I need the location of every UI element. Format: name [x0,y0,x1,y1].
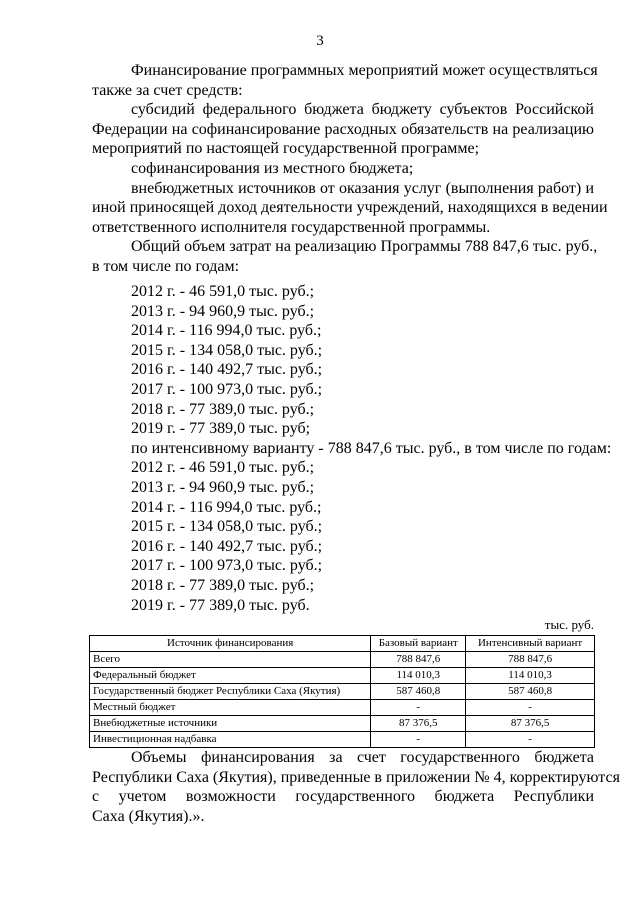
table-cell: 87 376,5 [371,716,466,732]
table-cell: 788 847,6 [371,652,466,668]
paragraph-line: Общий объем затрат на реализацию Программы 788 847,6 тыс. руб., [131,238,598,256]
list-item: 2014 г. - 116 994,0 тыс. руб.; [131,498,322,516]
paragraph-line: Объемы финансирования за счет государственного бюджета [131,749,594,766]
list-item: 2015 г. - 134 058,0 тыс. руб.; [131,341,323,359]
table-row [90,716,595,732]
paragraph-line: ответственного исполнителя государственной программы. [92,218,491,236]
table-cell: Государственный бюджет Республики Саха (Якутия) [90,684,371,700]
paragraph-line: в том числе по годам: [92,257,240,275]
table-row [90,668,595,684]
table-cell: Федеральный бюджет [90,668,371,684]
table-cell: - [466,700,595,716]
list-item: 2019 г. - 77 389,0 тыс. руб. [131,596,310,614]
outro-text [92,748,620,826]
column-header: Источник финансирования [90,636,371,652]
table-cell: Всего [90,652,371,668]
list-item: 2013 г. - 94 960,9 тыс. руб.; [131,302,315,320]
paragraph-line: субсидий федерального бюджета бюджету субъектов Российской [131,101,594,119]
base-years-list [92,282,612,615]
column-header: Интенсивный вариант [466,636,595,652]
paragraph-line: внебюджетных источников от оказания услуг (выполнения работ) и [131,179,594,197]
table-cell: 587 460,8 [371,684,466,700]
table-row [90,732,595,748]
financing-table [89,635,595,748]
paragraph-line: с учетом возможности государственного бюджета Республики [92,788,594,806]
table-cell: 114 010,3 [371,668,466,684]
paragraph-line: Финансирование программных мероприятий может осуществляться [131,62,598,79]
list-item: 2012 г. - 46 591,0 тыс. руб.; [131,283,315,300]
table-cell: - [466,732,595,748]
intro-text [92,61,608,277]
intensive-intro: по интенсивному варианту - 788 847,6 тыс. руб., в том числе по годам: [131,439,612,457]
paragraph-line: мероприятий по настоящей государственной программе; [92,140,480,158]
list-item: 2016 г. - 140 492,7 тыс. руб.; [131,361,323,379]
table-row [90,684,595,700]
table-row [90,652,595,668]
list-item: 2014 г. - 116 994,0 тыс. руб.; [131,322,322,340]
table-header-row [90,636,595,652]
list-item: 2018 г. - 77 389,0 тыс. руб.; [131,576,315,594]
paragraph-line: Саха (Якутия).». [92,807,205,825]
table-row [90,700,595,716]
list-item: 2018 г. - 77 389,0 тыс. руб.; [131,400,315,418]
paragraph-line: софинансирования из местного бюджета; [131,159,414,177]
table-cell: 114 010,3 [466,668,595,684]
table-cell: - [371,732,466,748]
paragraph-line: иной приносящей доход деятельности учреждений, находящихся в ведении [92,199,608,217]
table-units: тыс. руб. [544,617,594,632]
table-cell: Инвестиционная надбавка [90,732,371,748]
page-number: 3 [316,33,324,49]
list-item: 2017 г. - 100 973,0 тыс. руб.; [131,380,323,398]
table-cell: 87 376,5 [466,716,595,732]
paragraph-line: Федерации на софинансирование расходных обязательств на реализацию [92,120,594,138]
paragraph-line: также за счет средств: [92,81,243,99]
table-cell: - [371,700,466,716]
list-item: 2019 г. - 77 389,0 тыс. руб; [131,420,311,438]
paragraph-line: Республики Саха (Якутия), приведенные в приложении № 4, корректируются [92,768,620,786]
column-header: Базовый вариант [371,636,466,652]
list-item: 2016 г. - 140 492,7 тыс. руб.; [131,537,323,555]
table-cell: Внебюджетные источники [90,716,371,732]
list-item: 2015 г. - 134 058,0 тыс. руб.; [131,518,323,536]
list-item: 2013 г. - 94 960,9 тыс. руб.; [131,478,315,496]
table-cell: 587 460,8 [466,684,595,700]
list-item: 2012 г. - 46 591,0 тыс. руб.; [131,459,315,477]
list-item: 2017 г. - 100 973,0 тыс. руб.; [131,557,323,575]
table-cell: 788 847,6 [466,652,595,668]
table-cell: Местный бюджет [90,700,371,716]
